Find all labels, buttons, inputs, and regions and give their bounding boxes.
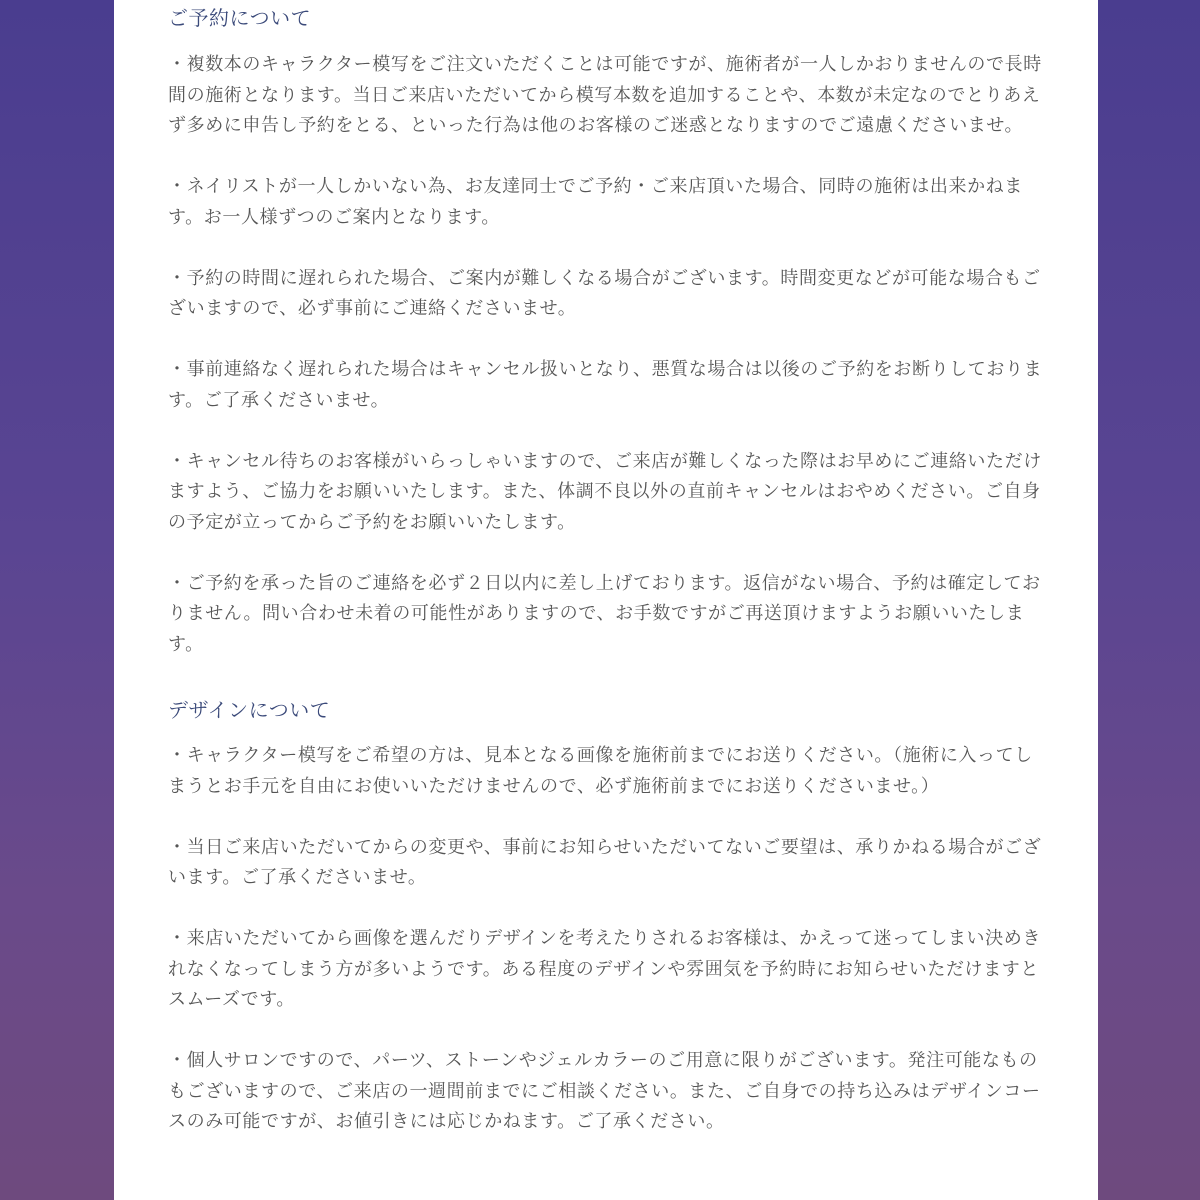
reservation-paragraph: ・予約の時間に遅れられた場合、ご案内が難しくなる場合がございます。時間変更などが可能な場合もございますので、必ず事前にご連絡くださいませ。 [168,267,1041,319]
design-section [168,741,1046,1138]
reservation-paragraph: ・ネイリストが一人しかいない為、お友達同士でご予約・ご来店頂いた場合、同時の施術は出来かねます。お一人様ずつのご案内となります。 [168,176,1023,228]
section-title-reservation: ご予約について [168,6,312,30]
design-paragraph: ・来店いただいてから画像を選んだりデザインを考えたりされるお客様は、かえって迷ってしまい決めきれなくなってしまう方が多いようです。ある程度のデザインや雰囲気を予約時にお知らせいただけますとスムーズです。 [168,928,1041,1010]
design-paragraph: ・当日ご来店いただいてからの変更や、事前にお知らせいただいてないご要望は、承りかねる場合がございます。ご了承くださいませ。 [168,836,1042,888]
design-paragraph: ・個人サロンですので、パーツ、ストーンやジェルカラーのご用意に限りがございます。発注可能なものもございますので、ご来店の一週間前までにご相談ください。また、ご自身での持ち込みはデザインコースのみ可能ですが、お値引きには応じかねます。ご了承ください。 [168,1050,1041,1132]
notice-panel [114,0,1098,1200]
reservation-section [168,50,1046,660]
reservation-paragraph: ・複数本のキャラクター模写をご注文いただくことは可能ですが、施術者が一人しかおりませんので長時間の施術となります。当日ご来店いただいてから模写本数を追加することや、本数が未定なのでとりあえず多めに申告し予約をとる、といった行為は他のお客様のご迷惑となりますのでご遠慮くださいませ。 [168,54,1042,136]
reservation-paragraph: ・キャンセル待ちのお客様がいらっしゃいますので、ご来店が難しくなった際はお早めにご連絡いただけますよう、ご協力をお願いいたします。また、体調不良以外の直前キャンセルはおやめください。ご自身の予定が立ってからご予約をお願いいたします。 [168,450,1042,533]
reservation-paragraph: ・事前連絡なく遅れられた場合はキャンセル扱いとなり、悪質な場合は以後のご予約をお断りしております。ご了承くださいませ。 [168,359,1043,411]
design-paragraph: ・キャラクター模写をご希望の方は、見本となる画像を施術前までにお送りください。（施術に入ってしまうとお手元を自由にお使いいただけませんので、必ず施術前までにお送りくださいませ。） [168,745,1033,797]
section-title-design: デザインについて [168,698,331,722]
notice-content [168,50,1046,1168]
reservation-paragraph: ・ご予約を承った旨のご連絡を必ず２日以内に差し上げております。返信がない場合、予約は確定しておりません。問い合わせ未着の可能性がありますので、お手数ですがご再送頂けますようお願いいたします。 [168,572,1041,655]
